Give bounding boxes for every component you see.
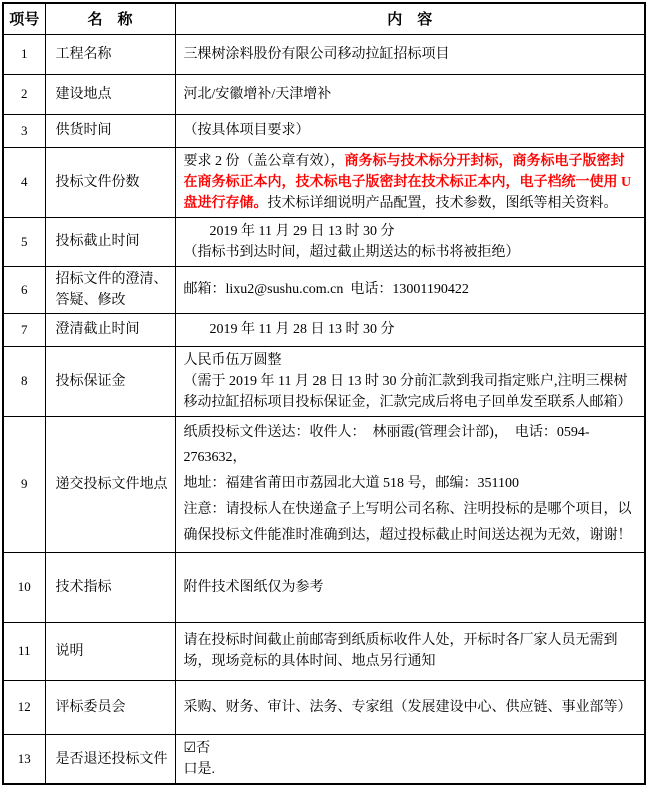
- item-number-cell: 8: [3, 346, 45, 416]
- content-line: [184, 497, 637, 549]
- table-row: [3, 313, 645, 346]
- text-segment: （按具体项目要求）: [183, 123, 310, 138]
- unchecked-checkbox-icon: 口: [183, 762, 198, 778]
- content-line: [184, 371, 637, 413]
- item-content-cell: [175, 416, 645, 552]
- item-name-cell: 澄清截止时间: [45, 313, 175, 346]
- header-row: [3, 3, 645, 34]
- table-row: [3, 74, 645, 114]
- text-segment: 邮箱：lixu2@sushu.com.cn 电话：13001190422: [183, 282, 469, 297]
- item-number-cell: 5: [3, 217, 45, 266]
- item-content-cell: [175, 552, 645, 622]
- text-segment: 2019 年 11 月 29 日 13 时 30 分: [209, 223, 395, 239]
- table-row: [3, 346, 645, 416]
- table-row: [3, 552, 645, 622]
- item-content-cell: [175, 34, 645, 74]
- text-segment: 附件技术图纸仅为参考: [183, 579, 324, 595]
- content-line: [184, 120, 637, 141]
- header-item-no: 项号: [3, 3, 45, 34]
- content-line: [184, 630, 637, 672]
- item-name-cell: 评标委员会: [45, 680, 175, 734]
- checked-checkbox-icon: ☑: [183, 741, 197, 757]
- item-content-cell: [175, 622, 645, 680]
- content-line: [184, 577, 637, 598]
- text-segment: 商务标与技术标分开封标，商务标电子版密封在商务标正本内，技术标电子版密封在技术标正本内，电子档统一使用 U 盘进行存储。: [183, 153, 635, 211]
- text-segment: 纸质投标文件送达：收件人： 林丽霞(管理会计部)， 电话：0594-2763632，: [183, 424, 590, 466]
- text-segment: 要求 2 份（盖公章有效），: [183, 153, 345, 169]
- text-segment: 是.: [197, 762, 215, 778]
- table-row: [3, 622, 645, 680]
- item-number-cell: 1: [3, 34, 45, 74]
- text-segment: 三棵树涂料股份有限公司移动拉缸招标项目: [183, 46, 450, 62]
- content-line: [184, 151, 637, 214]
- item-name-cell: 技术指标: [45, 552, 175, 622]
- text-segment: 河北/安徽增补/天津增补: [183, 86, 332, 102]
- table-row: [3, 217, 645, 266]
- content-line: [184, 44, 637, 65]
- item-number-cell: 6: [3, 266, 45, 313]
- content-line: [184, 738, 637, 759]
- text-segment: 请在投标时间截止前邮寄到纸质标收件人处，开标时各厂家人员无需到场，现场竞标的具体时间、地点另行通知: [183, 633, 618, 670]
- item-content-cell: [175, 313, 645, 346]
- item-number-cell: 9: [3, 416, 45, 552]
- item-number-cell: 13: [3, 734, 45, 784]
- text-segment: 采购、财务、审计、法务、专家组（发展建设中心、供应链、事业部等）: [183, 699, 632, 715]
- header-name: 名 称: [45, 3, 175, 34]
- content-line: [184, 350, 637, 371]
- item-name-cell: 建设地点: [45, 74, 175, 114]
- item-content-cell: [175, 346, 645, 416]
- item-content-cell: [175, 147, 645, 217]
- item-number-cell: 12: [3, 680, 45, 734]
- item-number-cell: 4: [3, 147, 45, 217]
- table-row: [3, 114, 645, 147]
- table-row: [3, 680, 645, 734]
- content-line: [184, 242, 637, 263]
- bid-info-table: [2, 2, 646, 785]
- header-content: 内 容: [175, 3, 645, 34]
- text-segment: （需于 2019 年 11 月 28 日 13 时 30 分前汇款到我司指定账户,注明三棵树移动拉缸招标项目投标保证金，汇款完成后将电子回单发至联系人邮箱）: [183, 373, 632, 410]
- item-number-cell: 3: [3, 114, 45, 147]
- item-name-cell: 递交投标文件地点: [45, 416, 175, 552]
- text-segment: 2019 年 11 月 28 日 13 时 30 分: [209, 322, 395, 337]
- item-name-cell: 是否退还投标文件: [45, 734, 175, 784]
- content-line: [184, 279, 637, 300]
- table-row: [3, 734, 645, 784]
- content-line: [184, 221, 637, 242]
- item-name-cell: 工程名称: [45, 34, 175, 74]
- table-row: [3, 266, 645, 313]
- text-segment: （指标书到达时间，超过截止期送达的标书将被拒绝）: [183, 244, 520, 260]
- item-content-cell: [175, 74, 645, 114]
- item-number-cell: 7: [3, 313, 45, 346]
- content-line: [184, 471, 637, 497]
- content-line: [184, 697, 637, 718]
- text-segment: 人民币伍万圆整: [183, 352, 282, 368]
- text-segment: 注意：请投标人在快递盒子上写明公司名称、注明投标的是哪个项目，以确保投标文件能准时准确到达，超过投标截止时间送达视为无效，谢谢！: [183, 502, 632, 544]
- text-segment: 否: [196, 741, 211, 757]
- item-content-cell: [175, 680, 645, 734]
- table-row: [3, 147, 645, 217]
- content-line: [184, 84, 637, 105]
- item-name-cell: 说明: [45, 622, 175, 680]
- item-number-cell: 11: [3, 622, 45, 680]
- item-name-cell: 供货时间: [45, 114, 175, 147]
- table-row: [3, 34, 645, 74]
- item-content-cell: [175, 734, 645, 784]
- content-line: [184, 319, 637, 340]
- item-number-cell: 2: [3, 74, 45, 114]
- text-segment: 技术标详细说明产品配置，技术参数，图纸等相关资料。: [267, 195, 618, 211]
- item-name-cell: 投标保证金: [45, 346, 175, 416]
- content-line: [184, 420, 637, 472]
- item-content-cell: [175, 266, 645, 313]
- text-segment: 地址：福建省莆田市荔园北大道 518 号，邮编：351100: [183, 476, 519, 492]
- item-content-cell: [175, 114, 645, 147]
- bid-table-body: [3, 34, 645, 784]
- item-name-cell: 招标文件的澄清、答疑、修改: [45, 266, 175, 313]
- item-content-cell: [175, 217, 645, 266]
- content-line: [184, 759, 637, 780]
- item-number-cell: 10: [3, 552, 45, 622]
- item-name-cell: 投标文件份数: [45, 147, 175, 217]
- item-name-cell: 投标截止时间: [45, 217, 175, 266]
- table-row: [3, 416, 645, 552]
